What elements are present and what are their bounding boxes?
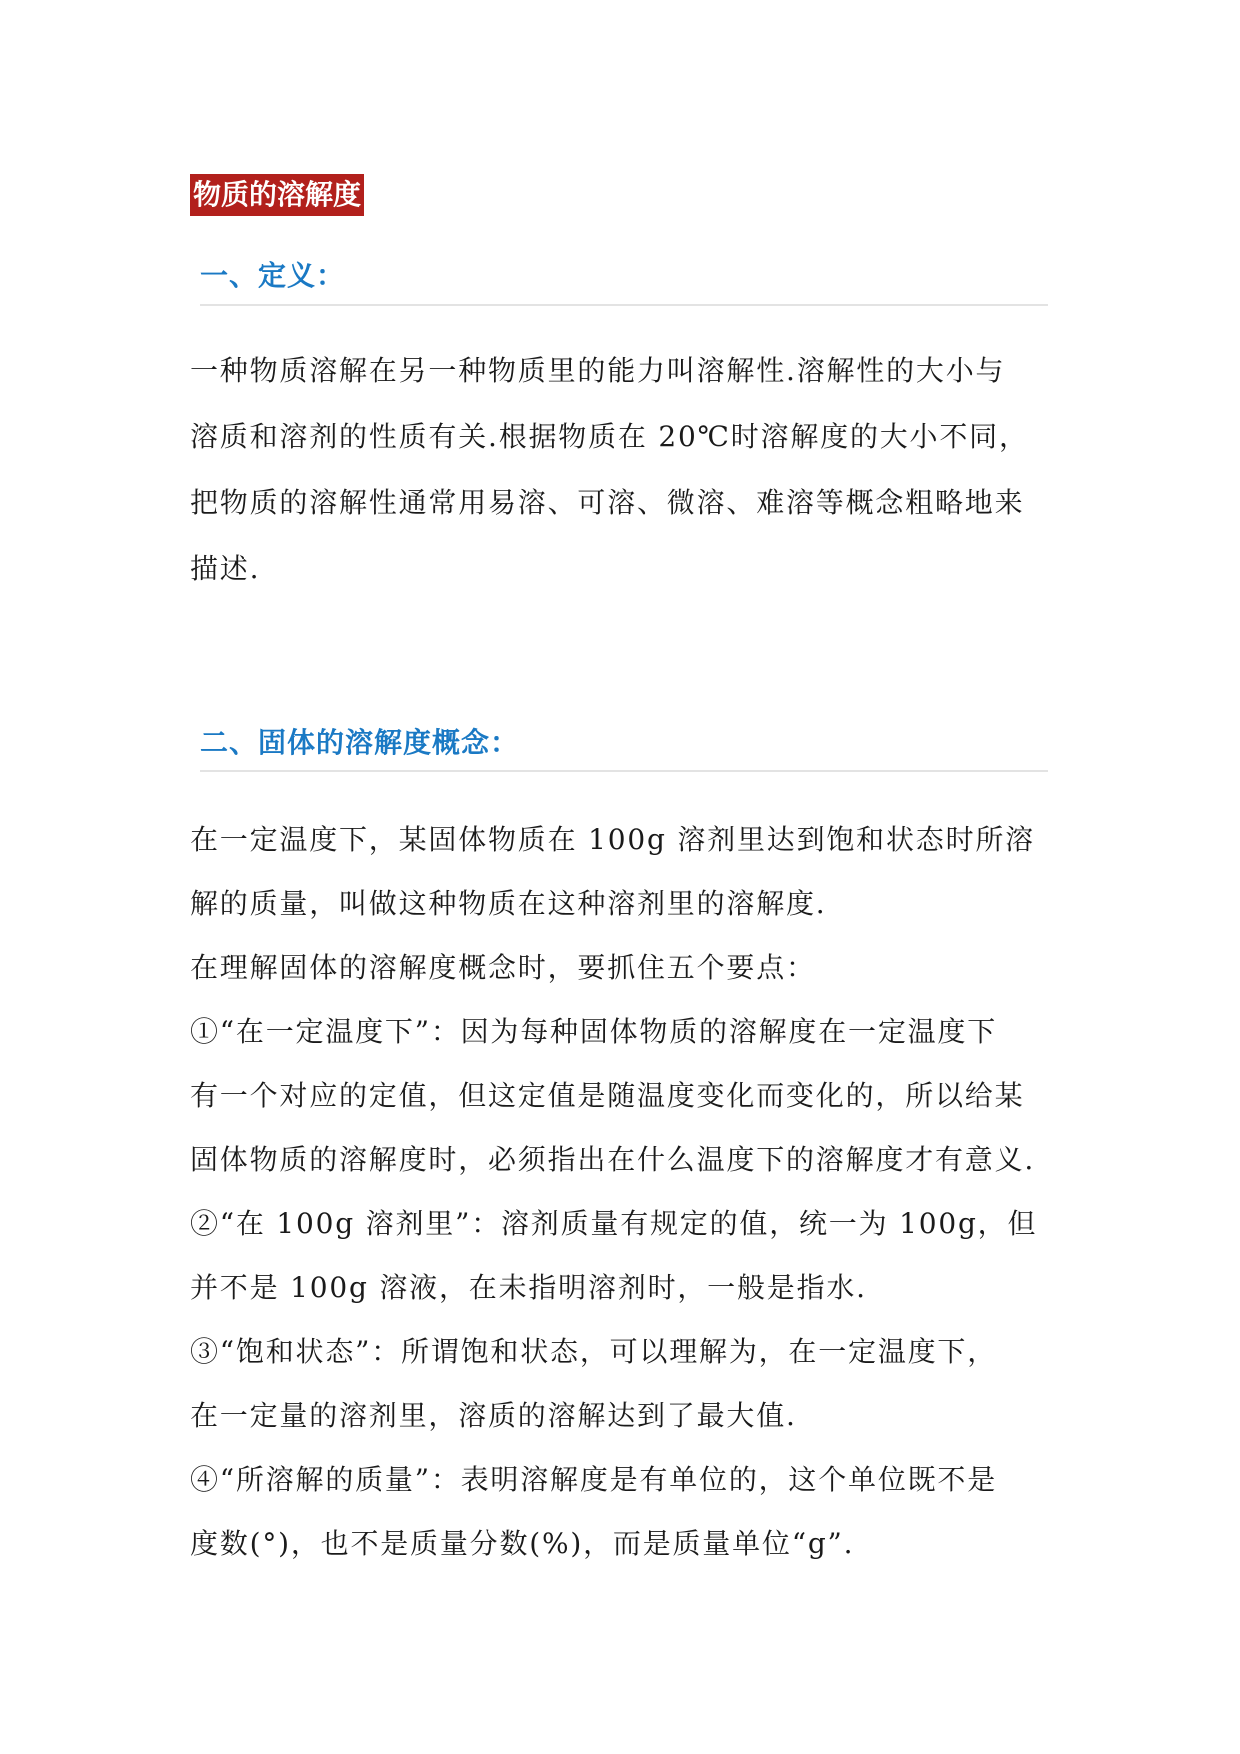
text-line: 把物质的溶解性通常用易溶、可溶、微溶、难溶等概念粗略地来 [190,486,1025,519]
text-line: 有一个对应的定值，但这定值是随温度变化而变化的，所以给某 [190,1079,1025,1112]
concept-paragraph [190,808,1070,1576]
text-line: 在理解固体的溶解度概念时，要抓住五个要点： [190,951,816,984]
text-line: ③“饱和状态”：所谓饱和状态，可以理解为，在一定温度下， [190,1335,998,1368]
text-line: 一种物质溶解在另一种物质里的能力叫溶解性.溶解性的大小与 [190,354,1006,387]
definition-paragraph [190,338,1070,602]
text-line: 固体物质的溶解度时，必须指出在什么温度下的溶解度才有意义. [190,1143,1036,1176]
text-line: ④“所溶解的质量”：表明溶解度是有单位的，这个单位既不是 [190,1463,998,1496]
text-line: 溶质和溶剂的性质有关.根据物质在 20℃时溶解度的大小不同， [190,420,1029,453]
text-line: ②“在 100g 溶剂里”：溶剂质量有规定的值，统一为 100g，但 [190,1207,1038,1240]
text-line: 在一定温度下，某固体物质在 100g 溶剂里达到饱和状态时所溶 [190,823,1035,856]
section-heading-solubility-concept: 二、固体的溶解度概念： [200,726,520,759]
text-line: ①“在一定温度下”：因为每种固体物质的溶解度在一定温度下 [190,1015,998,1048]
text-line: 度数(°)，也不是质量分数(%)，而是质量单位“g”. [190,1527,855,1560]
text-line: 解的质量，叫做这种物质在这种溶剂里的溶解度. [190,887,827,920]
text-line: 在一定量的溶剂里，溶质的溶解达到了最大值. [190,1399,797,1432]
document-title: 物质的溶解度 [190,174,364,216]
section-heading-definition: 一、定义： [200,259,346,292]
section-divider [200,304,1048,306]
text-line: 并不是 100g 溶液，在未指明溶剂时，一般是指水. [190,1271,867,1304]
text-line: 描述. [190,552,261,585]
section-divider [200,770,1048,772]
